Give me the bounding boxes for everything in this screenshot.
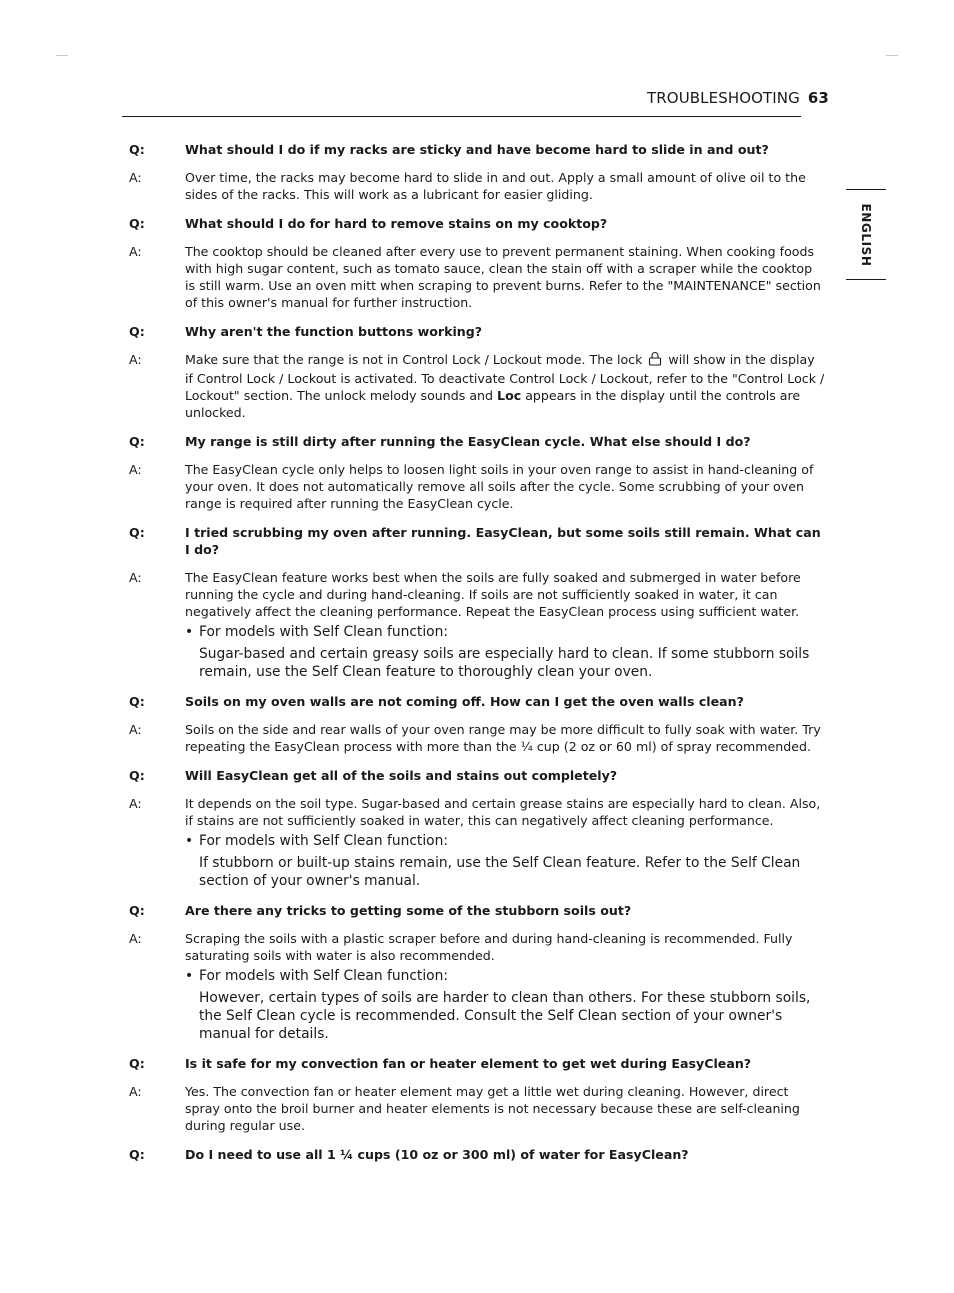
question-text: Are there any tricks to getting some of the stubborn soils out? (185, 903, 632, 918)
question-text: Soils on my oven walls are not coming off. How can I get the oven walls clean? (185, 694, 744, 709)
question (129, 323, 825, 340)
question-text: I tried scrubbing my oven after running. EasyClean, but some soils still remain. What can I do? (185, 525, 821, 557)
question (129, 693, 825, 710)
a-label: A: (129, 570, 142, 585)
q-label: Q: (129, 324, 145, 339)
bullet-dot: • (185, 833, 194, 849)
bullet-dot: • (185, 968, 194, 984)
question (129, 767, 825, 784)
page-header (647, 89, 829, 107)
answer-text-part: appears in the display until the controls are unlocked. (185, 388, 801, 420)
loc-display-text: Loc (497, 388, 522, 403)
answer (129, 351, 825, 421)
q-label: Q: (129, 142, 145, 157)
q-label: Q: (129, 525, 145, 540)
bullet-dot: • (185, 624, 194, 640)
bullet-text: For models with Self Clean function: (199, 968, 449, 984)
answer-text-part: Make sure that the range is not in Control Lock / Lockout mode. The lock (185, 352, 643, 367)
answer-text: It depends on the soil type. Sugar-based and certain grease stains are especially hard to clean. Also, if stains are not sufficiently soaked in water, this can negatively affect cleaning performance. (185, 796, 821, 828)
answer-text-part: will show in the display if Control Lock / Lockout is activated. To deactivate Control Lock / Lockout, refer to the "Control Lock / Lockout" section. The unlock melody sounds and (185, 352, 825, 403)
q-label: Q: (129, 694, 145, 709)
answer-text: Yes. The convection fan or heater element may get a little wet during cleaning. However, direct spray onto the broil burner and heater elements is not necessary because these are self-cleaning during regular use. (185, 1084, 800, 1133)
question-text: Will EasyClean get all of the soils and stains out completely? (185, 768, 618, 783)
question-text: Why aren't the function buttons working? (185, 324, 483, 339)
faq-list (129, 141, 825, 1174)
bullet-item (185, 623, 825, 641)
a-label: A: (129, 170, 142, 185)
a-label: A: (129, 796, 142, 811)
a-label: A: (129, 462, 142, 477)
a-label: A: (129, 722, 142, 737)
answer-text: Over time, the racks may become hard to slide in and out. Apply a small amount of olive oil to the sides of the racks. This will work as a lubricant for easier gliding. (185, 170, 806, 202)
bullet-item (185, 967, 825, 985)
answer (129, 930, 825, 1043)
q-label: Q: (129, 216, 145, 231)
header-divider (122, 116, 801, 117)
answer-text: The EasyClean cycle only helps to loosen light soils in your oven range to assist in hand-cleaning of your oven. It does not automatically remove all soils after the cycle. Some scrubbing of your oven range is required after running the EasyClean cycle. (185, 462, 814, 511)
answer-text: The EasyClean feature works best when the soils are fully soaked and submerged in water before running the cycle and during hand-cleaning. If soils are not sufficiently soaked in water, it can negatively affect the cleaning performance. Repeat the EasyClean process using sufficient water. (185, 570, 801, 619)
answer-text (185, 351, 825, 421)
answer (129, 721, 825, 755)
q-label: Q: (129, 768, 145, 783)
answer-text: Scraping the soils with a plastic scraper before and during hand-cleaning is recommended. Fully saturating soils with water is also recommended. (185, 931, 793, 963)
question (129, 902, 825, 919)
answer-text: The cooktop should be cleaned after every use to prevent permanent staining. When cooking foods with high sugar content, such as tomato sauce, clean the stain off with a scraper while the cooktop is still warm. Use an oven mitt when scraping to prevent burns. Refer to the "MAINTENANCE" section of this owner's manual for further instruction. (185, 244, 821, 310)
question (129, 524, 825, 558)
a-label: A: (129, 352, 142, 367)
question-text: Is it safe for my convection fan or heater element to get wet during EasyClean? (185, 1056, 752, 1071)
question (129, 433, 825, 450)
bullet-note: However, certain types of soils are harder to clean than others. For these stubborn soils, the Self Clean cycle is recommended. Consult the Self Clean section of your owner's manual for details. (199, 990, 811, 1042)
answer (129, 1083, 825, 1134)
q-label: Q: (129, 434, 145, 449)
bullet-text: For models with Self Clean function: (199, 624, 449, 640)
question-text: My range is still dirty after running the EasyClean cycle. What else should I do? (185, 434, 751, 449)
q-label: Q: (129, 903, 145, 918)
a-label: A: (129, 1084, 142, 1099)
question (129, 215, 825, 232)
crop-mark-left (56, 55, 68, 56)
bullet-note: Sugar-based and certain greasy soils are especially hard to clean. If some stubborn soils remain, use the Self Clean feature to thoroughly clean your oven. (199, 646, 810, 680)
page-number: 63 (807, 89, 829, 107)
answer (129, 243, 825, 311)
q-label: Q: (129, 1147, 145, 1162)
language-tab (846, 189, 886, 280)
bullet-note: If stubborn or built-up stains remain, use the Self Clean feature. Refer to the Self Clean section of your owner's manual. (199, 855, 801, 889)
question (129, 1146, 825, 1163)
lock-icon (648, 351, 662, 370)
q-label: Q: (129, 1056, 145, 1071)
a-label: A: (129, 244, 142, 259)
language-label: ENGLISH (859, 202, 873, 267)
answer (129, 795, 825, 890)
question (129, 141, 825, 158)
a-label: A: (129, 931, 142, 946)
answer (129, 169, 825, 203)
question-text: Do I need to use all 1 ¼ cups (10 oz or 300 ml) of water for EasyClean? (185, 1147, 689, 1162)
bullet-item (185, 832, 825, 850)
question (129, 1055, 825, 1072)
answer-text: Soils on the side and rear walls of your oven range may be more difficult to fully soak with water. Try repeating the EasyClean process with more than the ¼ cup (2 oz or 60 ml) of spray recommended. (185, 722, 821, 754)
crop-mark-right (886, 55, 898, 56)
section-title: TROUBLESHOOTING (647, 89, 800, 107)
question-text: What should I do if my racks are sticky and have become hard to slide in and out? (185, 142, 769, 157)
bullet-text: For models with Self Clean function: (199, 833, 449, 849)
answer (129, 569, 825, 681)
answer (129, 461, 825, 512)
question-text: What should I do for hard to remove stains on my cooktop? (185, 216, 608, 231)
